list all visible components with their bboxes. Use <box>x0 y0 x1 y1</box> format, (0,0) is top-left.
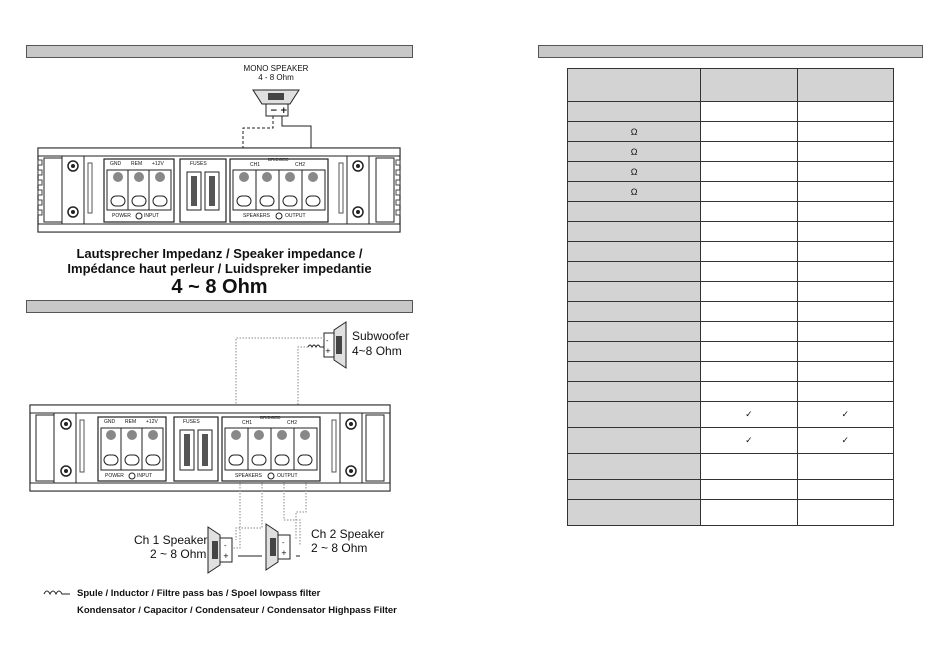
table-cell <box>797 222 893 242</box>
table-row <box>568 242 894 262</box>
mono-speaker-title: MONO SPEAKER <box>243 64 309 73</box>
amp1-ch2-label: CH2 <box>295 162 306 168</box>
svg-text:+: + <box>280 106 288 116</box>
table-cell <box>797 480 893 500</box>
table-row <box>568 428 894 454</box>
table-row <box>568 222 894 242</box>
table-cell: ✓ <box>701 428 797 454</box>
table-cell <box>568 262 701 282</box>
table-cell <box>797 362 893 382</box>
ch2-speaker-ohm-label: 2 ~ 8 Ohm <box>311 541 368 555</box>
inductor-symbol-icon <box>44 591 70 594</box>
subwoofer-icon <box>324 322 346 368</box>
table-cell <box>701 102 797 122</box>
ch2-speaker-icon <box>266 524 290 570</box>
table-row <box>568 122 894 142</box>
table-row <box>568 322 894 342</box>
amp2-input-label: INPUT <box>137 473 152 479</box>
table-cell <box>797 454 893 480</box>
svg-text:+: + <box>325 347 331 355</box>
svg-text:-: - <box>282 539 285 547</box>
table-cell <box>701 500 797 526</box>
table-row <box>568 480 894 500</box>
table-header-cell <box>797 69 893 102</box>
svg-text:-: - <box>326 337 329 345</box>
impedance-caption-line1: Lautsprecher Impedanz / Speaker impedance / <box>76 246 363 261</box>
amp2-speakers-label: SPEAKERS <box>235 473 262 479</box>
table-row <box>568 102 894 122</box>
amp1-gnd-label: GND <box>110 161 122 167</box>
amp1-input-label: INPUT <box>144 213 159 219</box>
ch2-speaker-label: Ch 2 Speaker <box>311 527 385 541</box>
table-row <box>568 262 894 282</box>
table-cell <box>797 322 893 342</box>
impedance-caption-line2: Impédance haut perleur / Luidspreker impedantie <box>67 261 372 276</box>
table-row <box>568 362 894 382</box>
table-row <box>568 162 894 182</box>
amp2-12v-label: +12V <box>146 419 158 425</box>
table-cell <box>701 454 797 480</box>
table-cell <box>701 382 797 402</box>
table-row <box>568 342 894 362</box>
table-header-cell <box>568 69 701 102</box>
legend-inductor-text: Spule / Inductor / Filtre pass bas / Spoel lowpass filter <box>77 588 321 599</box>
table-header-cell <box>701 69 797 102</box>
table-cell <box>701 262 797 282</box>
table-cell <box>797 162 893 182</box>
mono-speaker-icon <box>253 90 299 116</box>
ch1-speaker-label: Ch 1 Speaker <box>134 533 208 547</box>
table-row <box>568 282 894 302</box>
amp1-12v-label: +12V <box>152 161 164 167</box>
mono-speaker-ohm: 4 - 8 Ohm <box>258 73 294 82</box>
subwoofer-label: Subwoofer <box>352 329 410 343</box>
amp1-rem-label: REM <box>131 161 143 167</box>
table-row <box>568 302 894 322</box>
amp2-rem-label: REM <box>125 419 137 425</box>
table-cell <box>701 282 797 302</box>
table-cell <box>568 342 701 362</box>
table-row <box>568 500 894 526</box>
table-cell <box>701 202 797 222</box>
table-cell <box>701 122 797 142</box>
table-cell: Ω <box>568 122 701 142</box>
table-cell: Ω <box>568 142 701 162</box>
table-cell <box>701 342 797 362</box>
table-cell <box>797 102 893 122</box>
table-row <box>568 142 894 162</box>
amp2-bridged-label: BRIDGED <box>260 415 281 420</box>
table-cell <box>568 322 701 342</box>
table-cell <box>568 480 701 500</box>
table-cell: ✓ <box>701 402 797 428</box>
table-cell <box>701 222 797 242</box>
amp1-power-label: POWER <box>112 213 131 219</box>
table-cell <box>568 500 701 526</box>
table-cell <box>568 102 701 122</box>
table-cell <box>797 382 893 402</box>
amp2-gnd-label: GND <box>104 419 116 425</box>
table-cell <box>797 282 893 302</box>
table-cell <box>568 454 701 480</box>
table-cell <box>701 302 797 322</box>
amp1-speakers-label: SPEAKERS <box>243 213 270 219</box>
table-cell <box>797 182 893 202</box>
table-cell: ✓ <box>797 402 893 428</box>
table-cell <box>797 342 893 362</box>
amplifier-body-1 <box>38 148 400 232</box>
table-cell <box>797 500 893 526</box>
table-cell <box>797 262 893 282</box>
table-row <box>568 402 894 428</box>
amp1-output-label: OUTPUT <box>285 213 306 219</box>
amp1-fuses-label: FUSES <box>190 161 207 167</box>
amp2-ch1-label: CH1 <box>242 420 253 426</box>
ch1-speaker-ohm-label: 2 ~ 8 Ohm <box>150 547 207 561</box>
table-cell <box>701 242 797 262</box>
table-cell <box>797 202 893 222</box>
table-cell: ✓ <box>797 428 893 454</box>
table-cell <box>568 242 701 262</box>
table-cell <box>568 402 701 428</box>
table-cell <box>701 182 797 202</box>
svg-text:+: + <box>223 552 229 560</box>
table-row <box>568 202 894 222</box>
table-cell <box>568 202 701 222</box>
table-cell <box>701 362 797 382</box>
amp2-ch2-label: CH2 <box>287 420 298 426</box>
amp2-output-label: OUTPUT <box>277 473 298 479</box>
svg-text:+: + <box>281 549 287 557</box>
specification-table <box>567 68 894 526</box>
table-row <box>568 454 894 480</box>
table-cell: Ω <box>568 162 701 182</box>
table-cell <box>568 282 701 302</box>
section-bar-specifications <box>538 45 923 58</box>
svg-text:-: - <box>224 542 227 550</box>
table-cell <box>797 142 893 162</box>
table-cell <box>701 480 797 500</box>
amp1-ch1-label: CH1 <box>250 162 261 168</box>
legend-capacitor-text: Kondensator / Capacitor / Condensateur / Condensator Highpass Filter <box>77 605 397 616</box>
amp1-bridged-label: BRIDGED <box>268 157 289 162</box>
table-row <box>568 382 894 402</box>
table-cell <box>797 122 893 142</box>
amp2-fuses-label: FUSES <box>183 419 200 425</box>
table-cell <box>568 382 701 402</box>
table-cell <box>797 242 893 262</box>
svg-text:−: − <box>270 106 278 116</box>
mono-speaker-wiring-diagram <box>0 0 440 235</box>
table-cell <box>568 222 701 242</box>
table-cell <box>568 302 701 322</box>
amplifier-body-2 <box>30 405 390 491</box>
table-cell <box>701 322 797 342</box>
impedance-value: 4 ~ 8 Ohm <box>171 276 268 298</box>
table-cell <box>701 162 797 182</box>
table-cell <box>568 428 701 454</box>
ch1-speaker-icon <box>208 527 232 573</box>
table-cell <box>568 362 701 382</box>
subwoofer-ohm-label: 4~8 Ohm <box>352 344 402 358</box>
table-cell <box>797 302 893 322</box>
table-header-row <box>568 69 894 102</box>
table-cell <box>701 142 797 162</box>
table-cell: Ω <box>568 182 701 202</box>
amp2-power-label: POWER <box>105 473 124 479</box>
table-row <box>568 182 894 202</box>
